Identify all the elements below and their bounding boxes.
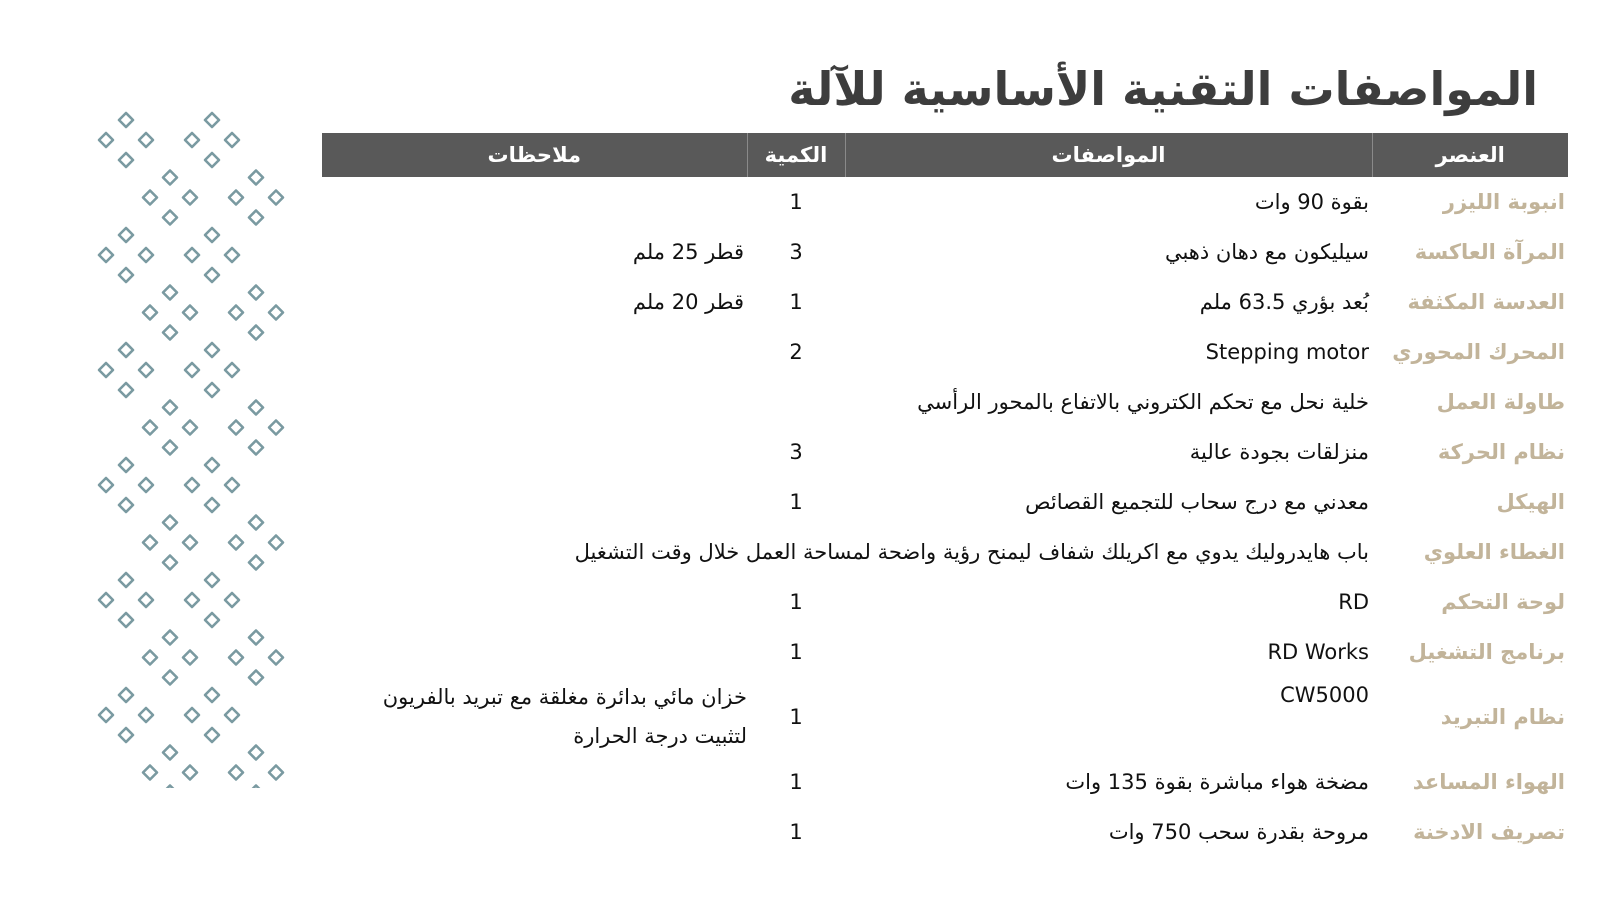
diamond-flower-icon bbox=[99, 458, 153, 512]
cell-notes bbox=[322, 327, 747, 377]
cell-notes: قطر 20 ملم bbox=[632, 289, 744, 314]
table-row bbox=[322, 807, 1568, 857]
cell-qty: 2 bbox=[789, 340, 803, 364]
table-header-row bbox=[322, 133, 1568, 177]
cell-item: الغطاء العلوي bbox=[1423, 540, 1565, 564]
cell-item: نظام التبريد bbox=[1440, 705, 1565, 729]
diamond-flower-icon bbox=[185, 573, 239, 627]
cell-spec: CW5000 bbox=[1280, 683, 1369, 707]
table-row bbox=[322, 627, 1568, 677]
diamond-flower-icon bbox=[185, 228, 239, 282]
header-qty: الكمية bbox=[747, 133, 845, 177]
cell-spec: بُعد بؤري 63.5 ملم bbox=[1199, 290, 1369, 314]
diamond-flower-icon bbox=[229, 631, 283, 685]
diamond-flower-icon bbox=[185, 343, 239, 397]
cell-notes bbox=[322, 477, 747, 527]
specs-table bbox=[322, 133, 1568, 857]
cell-spec: خلية نحل مع تحكم الكتروني بالاتفاع بالمحور الرأسي bbox=[917, 390, 1369, 414]
cell-notes: خزان مائي بدائرة مغلقة مع تبريد بالفريون لتثبيت درجة الحرارة bbox=[382, 685, 747, 748]
cell-spec: RD Works bbox=[1267, 640, 1369, 664]
diamond-flower-icon bbox=[185, 458, 239, 512]
diamond-flower-icon bbox=[185, 688, 239, 742]
cell-spec: مروحة بقدرة سحب 750 وات bbox=[1108, 820, 1369, 844]
table-row bbox=[322, 327, 1568, 377]
cell-notes bbox=[322, 627, 747, 677]
cell-item: برنامج التشغيل bbox=[1408, 640, 1565, 664]
cell-spec: باب هايدروليك يدوي مع اكريلك شفاف ليمنح رؤية واضحة لمساحة العمل خلال وقت التشغيل bbox=[574, 540, 1369, 564]
cell-qty: 1 bbox=[789, 490, 803, 514]
cell-item: المرآة العاكسة bbox=[1414, 240, 1565, 264]
diamond-flower-icon bbox=[229, 171, 283, 225]
cell-notes bbox=[322, 177, 747, 227]
cell-qty: 3 bbox=[789, 440, 803, 464]
cell-qty: 1 bbox=[789, 770, 803, 794]
cell-item: تصريف الادخنة bbox=[1413, 820, 1565, 844]
diamond-flower-icon bbox=[229, 286, 283, 340]
cell-spec: مضخة هواء مباشرة بقوة 135 وات bbox=[1065, 770, 1369, 794]
table-row bbox=[322, 277, 1568, 327]
table-row bbox=[322, 477, 1568, 527]
page-title: المواصفات التقنية الأساسية للآلة bbox=[788, 62, 1538, 116]
cell-qty: 1 bbox=[789, 290, 803, 314]
diamond-flower-icon bbox=[143, 516, 197, 570]
cell-qty: 3 bbox=[789, 240, 803, 264]
cell-notes bbox=[322, 757, 747, 807]
diamond-flower-icon bbox=[99, 688, 153, 742]
cell-item: نظام الحركة bbox=[1437, 440, 1565, 464]
header-item: العنصر bbox=[1372, 133, 1568, 177]
cell-spec: سيليكون مع دهان ذهبي bbox=[1164, 240, 1369, 264]
cell-qty: 1 bbox=[789, 190, 803, 214]
cell-item: انبوبة الليزر bbox=[1442, 190, 1565, 214]
cell-qty: 1 bbox=[789, 590, 803, 614]
cell-qty: 1 bbox=[789, 640, 803, 664]
cell-item: العدسة المكثفة bbox=[1407, 290, 1565, 314]
diamond-flower-icon bbox=[229, 746, 283, 789]
diamond-flower-icon bbox=[99, 573, 153, 627]
cell-item: طاولة العمل bbox=[1436, 390, 1565, 414]
table-row bbox=[322, 177, 1568, 227]
diamond-flower-icon bbox=[185, 113, 239, 167]
table-row bbox=[322, 377, 1568, 427]
cell-notes bbox=[322, 427, 747, 477]
cell-notes bbox=[322, 807, 747, 857]
cell-qty: 1 bbox=[789, 820, 803, 844]
cell-notes: قطر 25 ملم bbox=[632, 239, 744, 264]
header-notes: ملاحظات bbox=[322, 133, 747, 177]
table-row bbox=[322, 527, 1568, 577]
table-row bbox=[322, 677, 1568, 757]
diamond-flower-icon bbox=[99, 113, 153, 167]
cell-item: الهيكل bbox=[1496, 490, 1565, 514]
diamond-flower-icon bbox=[143, 171, 197, 225]
cell-notes bbox=[322, 577, 747, 627]
cell-item: لوحة التحكم bbox=[1441, 590, 1565, 614]
cell-spec: منزلقات بجودة عالية bbox=[1189, 440, 1369, 464]
diamond-flower-icon bbox=[99, 343, 153, 397]
diamond-flower-icon bbox=[143, 286, 197, 340]
diamond-flower-pattern bbox=[90, 108, 300, 788]
cell-spec: بقوة 90 وات bbox=[1254, 190, 1369, 214]
cell-spec: معدني مع درج سحاب للتجميع القصائص bbox=[1025, 490, 1369, 514]
cell-spec: RD bbox=[1338, 590, 1369, 614]
cell-item: المحرك المحوري bbox=[1392, 340, 1565, 364]
cell-qty: 1 bbox=[789, 705, 803, 729]
diamond-flower-icon bbox=[143, 746, 197, 789]
diamond-flower-icon bbox=[229, 401, 283, 455]
diamond-flower-icon bbox=[229, 516, 283, 570]
table-row bbox=[322, 577, 1568, 627]
header-spec: المواصفات bbox=[845, 133, 1372, 177]
diamond-flower-icon bbox=[143, 631, 197, 685]
diamond-flower-icon bbox=[143, 401, 197, 455]
table-row bbox=[322, 427, 1568, 477]
diamond-flower-icon bbox=[99, 228, 153, 282]
cell-item: الهواء المساعد bbox=[1412, 770, 1565, 794]
cell-spec: Stepping motor bbox=[1205, 340, 1369, 364]
table-row bbox=[322, 227, 1568, 277]
table-row bbox=[322, 757, 1568, 807]
